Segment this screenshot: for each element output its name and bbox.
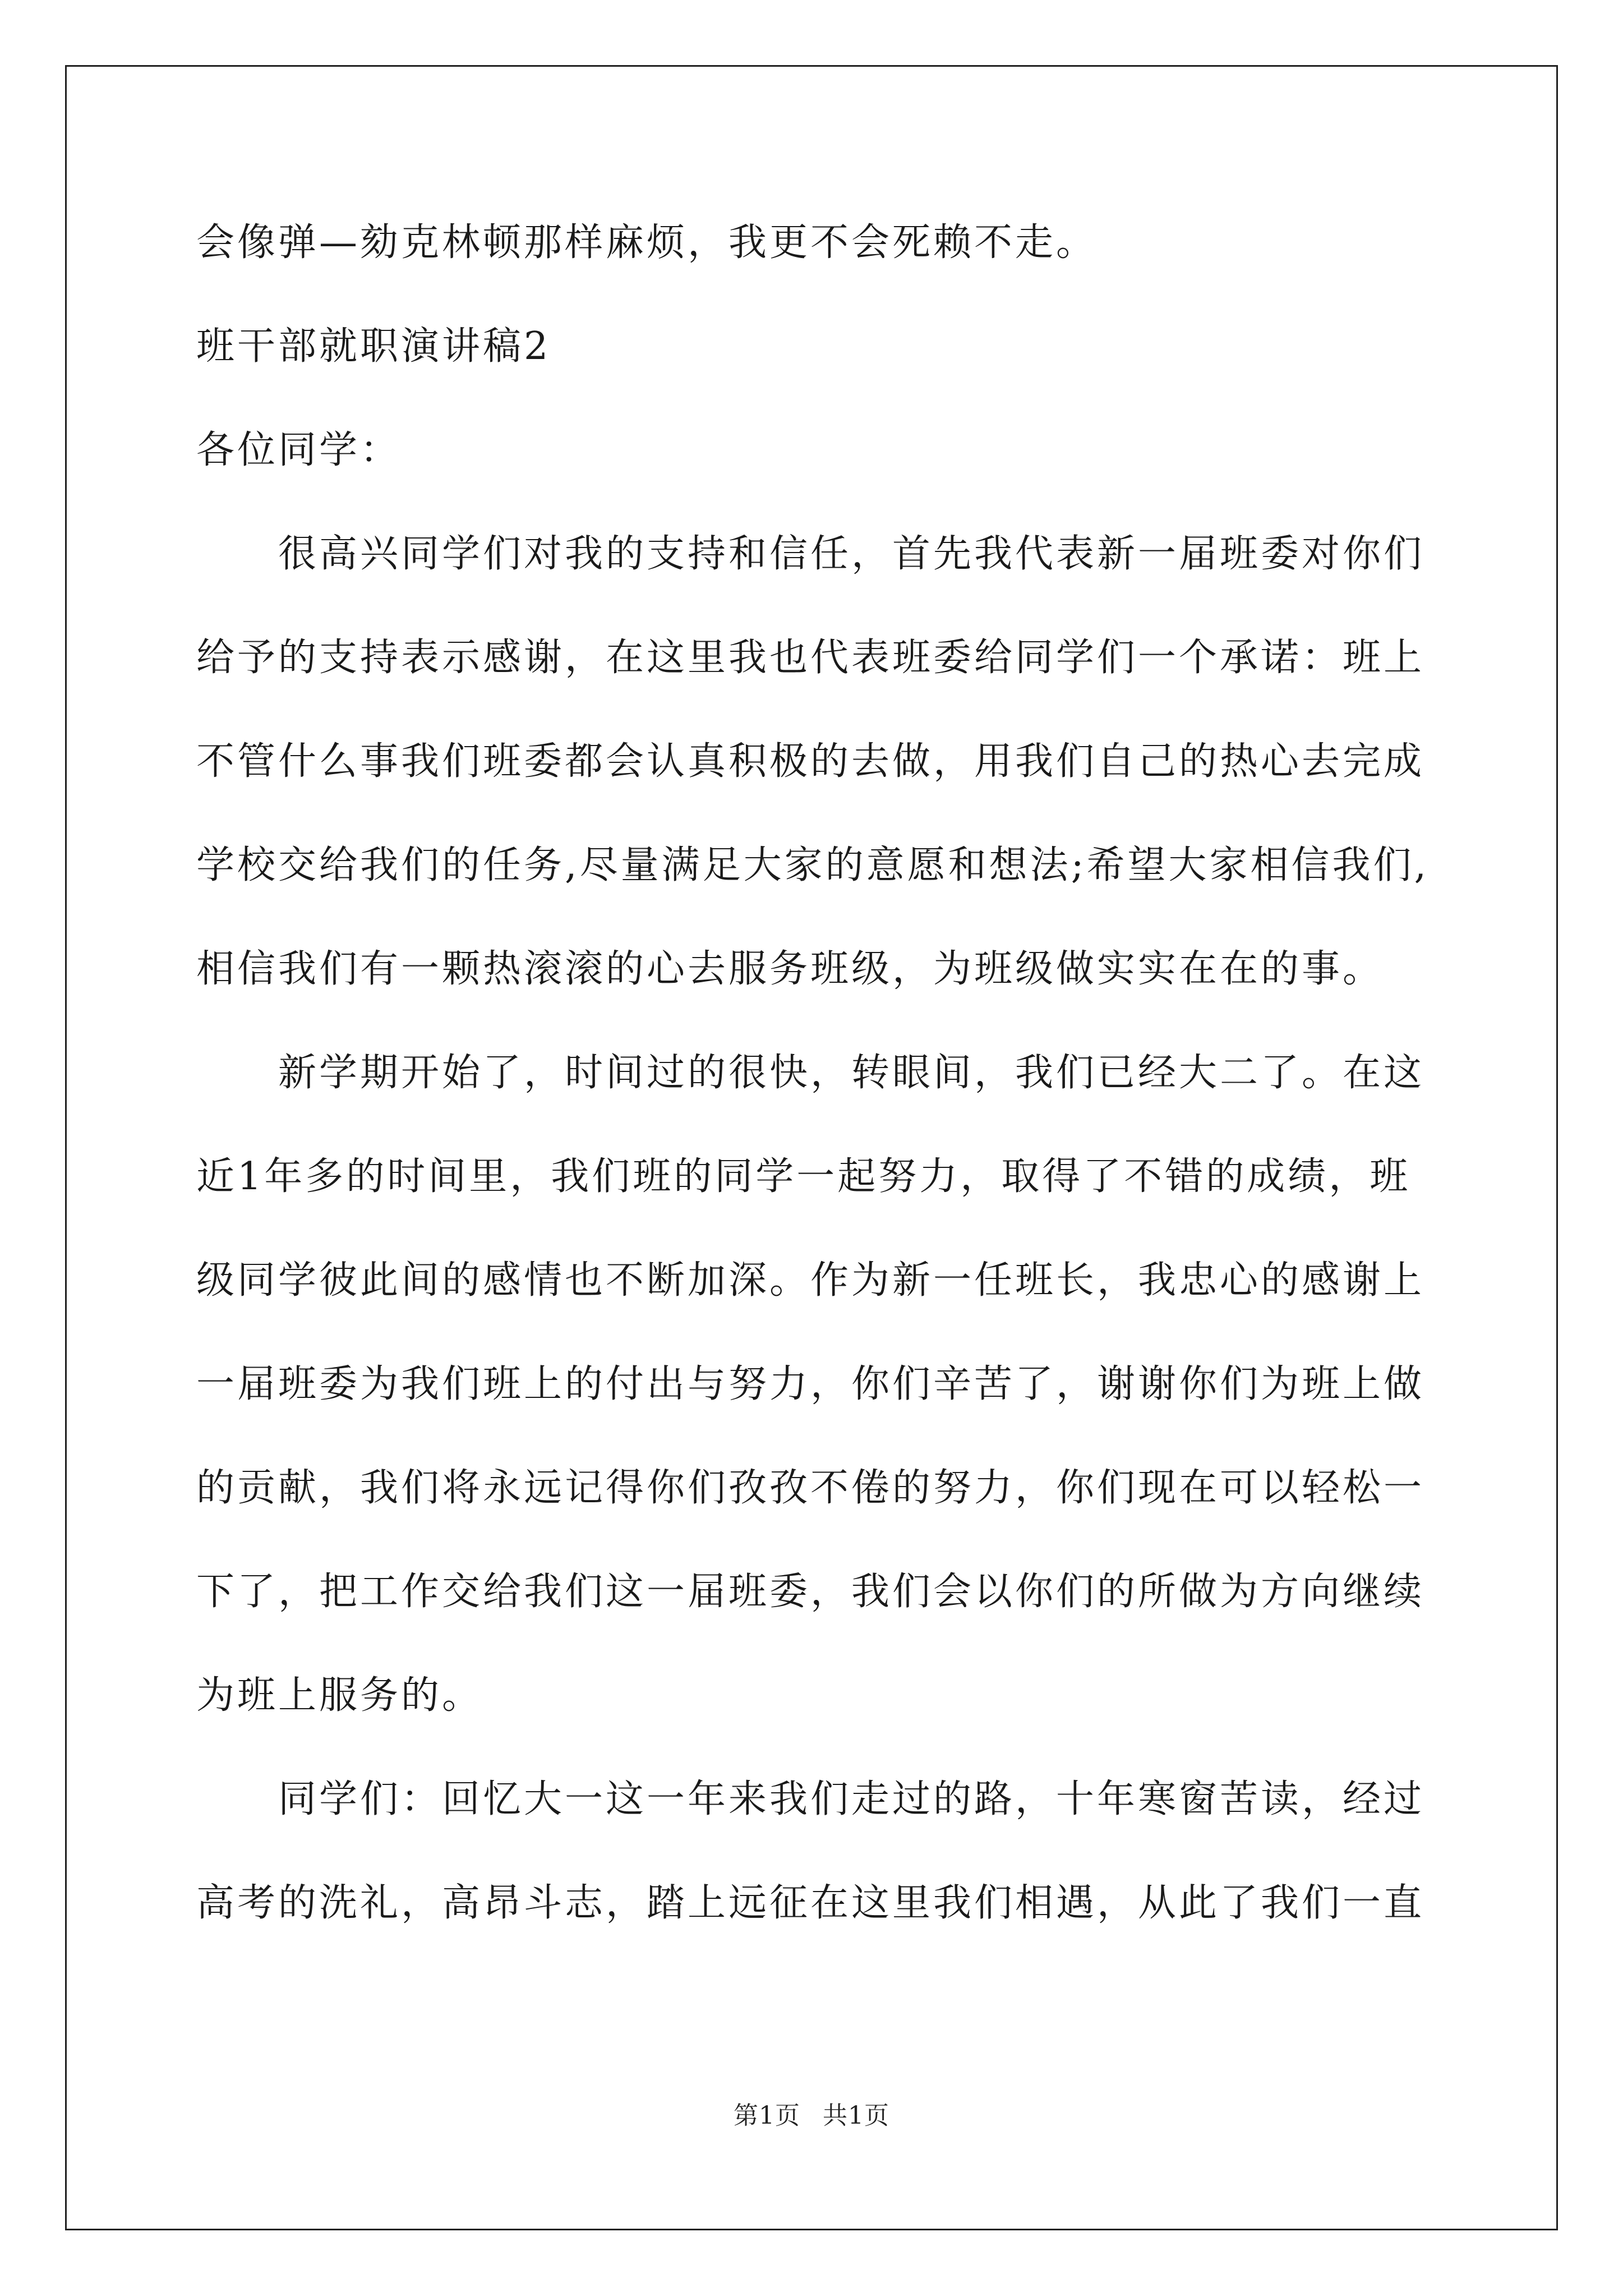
text-line: 的贡献，我们将永远记得你们孜孜不倦的努力，你们现在可以轻松一 xyxy=(196,1466,1425,1510)
page-footer xyxy=(0,2095,1623,2131)
text-line: 很高兴同学们对我的支持和信任，首先我代表新一届班委对你们 xyxy=(278,532,1425,576)
text-line: 为班上服务的。 xyxy=(196,1673,483,1718)
salutation: 各位同学： xyxy=(196,428,402,472)
text-line: 会像弹—劾克林顿那样麻烦，我更不会死赖不走。 xyxy=(196,220,1098,265)
text-line: 近1年多的时间里，我们班的同学一起努力，取得了不错的成绩，班 xyxy=(196,1154,1411,1199)
text-line: 级同学彼此间的感情也不断加深。作为新一任班长，我忠心的感谢上 xyxy=(196,1258,1425,1303)
text-line: 同学们：回忆大一这一年来我们走过的路，十年寒窗苦读，经过 xyxy=(278,1777,1425,1821)
text-line: 学校交给我们的任务,尽量满足大家的意愿和想法;希望大家相信我们, xyxy=(196,843,1430,887)
text-line: 新学期开始了，时间过的很快，转眼间，我们已经大二了。在这 xyxy=(278,1051,1425,1095)
text-line: 相信我们有一颗热滚滚的心去服务班级，为班级做实实在在的事。 xyxy=(196,947,1384,991)
text-line: 一届班委为我们班上的付出与努力，你们辛苦了，谢谢你们为班上做 xyxy=(196,1362,1425,1406)
page-total: 共1页 xyxy=(823,2101,889,2130)
page-number: 第1页 xyxy=(734,2101,800,2130)
text-line: 下了，把工作交给我们这一届班委，我们会以你们的所做为方向继续 xyxy=(196,1570,1425,1614)
section-title: 班干部就职演讲稿2 xyxy=(196,324,551,369)
text-line: 高考的洗礼，高昂斗志，踏上远征在这里我们相遇，从此了我们一直 xyxy=(196,1881,1425,1925)
document-body xyxy=(196,191,1436,1955)
text-line: 给予的支持表示感谢，在这里我也代表班委给同学们一个承诺：班上 xyxy=(196,636,1425,680)
text-line: 不管什么事我们班委都会认真积极的去做，用我们自己的热心去完成 xyxy=(196,739,1425,784)
